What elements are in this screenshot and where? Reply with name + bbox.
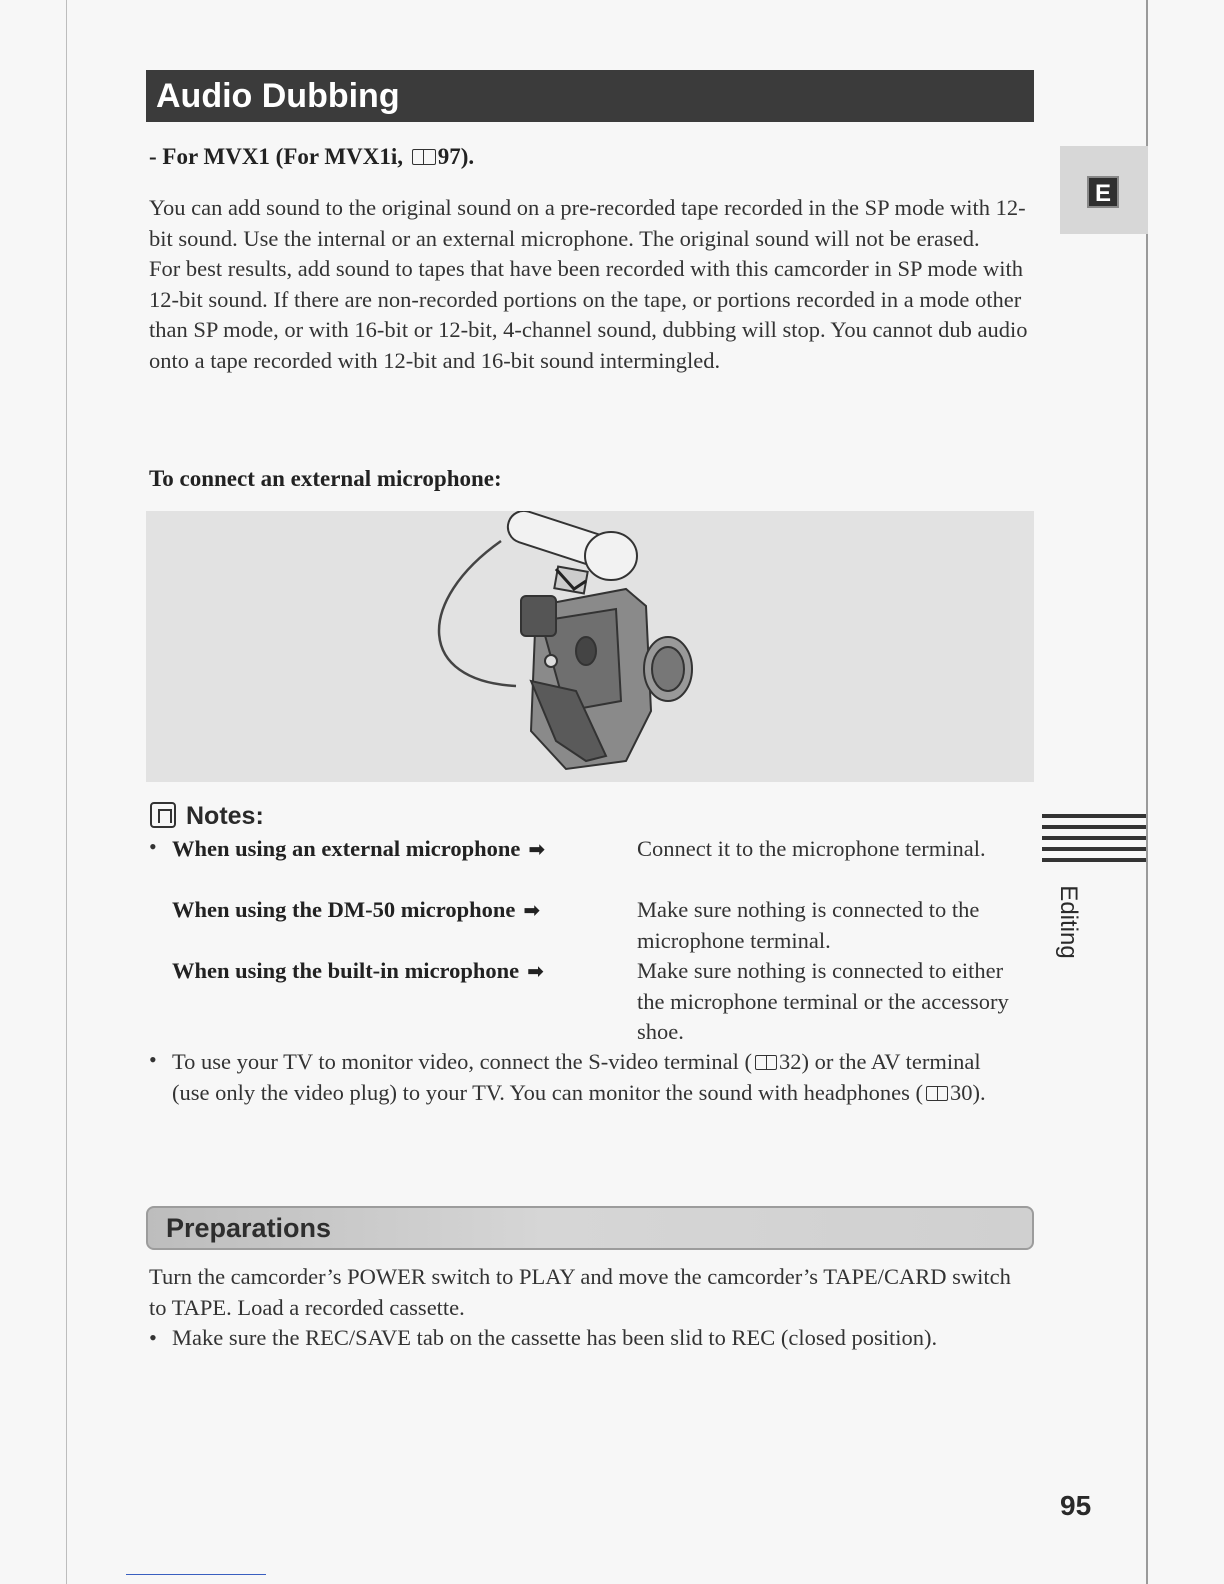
model-subheading <box>149 144 474 170</box>
note-label: When using the DM-50 microphone <box>172 897 516 922</box>
preparations-text <box>149 1262 1029 1354</box>
book-icon <box>926 1086 948 1101</box>
camcorder-icon <box>521 589 692 769</box>
preparations-heading: Preparations <box>146 1206 1034 1250</box>
microphone-illustration <box>146 511 1034 782</box>
preparations-bullet <box>149 1323 1029 1354</box>
preparations-bullet-text: Make sure the REC/SAVE tab on the cassette has been slid to REC (closed position). <box>172 1325 938 1351</box>
bullet-icon: • <box>149 1047 157 1072</box>
arrow-right-icon: ➡ <box>527 959 544 983</box>
external-microphone-icon <box>504 511 637 593</box>
note-text: Make sure nothing is connected to either the microphone terminal or the accessory shoe. <box>637 958 1009 1045</box>
page-right-border <box>1146 0 1148 1584</box>
subheading-text: - For MVX1 (For MVX1i, <box>149 144 409 169</box>
page-number: 95 <box>1060 1490 1092 1521</box>
subheading-page-ref: 97). <box>437 144 475 169</box>
bullet-icon: • <box>149 1325 157 1351</box>
microphone-cable <box>439 541 516 686</box>
bullet-icon: • <box>149 834 157 859</box>
notes-icon <box>150 802 176 828</box>
notes-heading-text: Notes: <box>186 802 264 830</box>
preparations-paragraph: Turn the camcorder’s POWER switch to PLAY and move the camcorder’s TAPE/CARD switch to TAPE. Load a recorded cassette. <box>149 1264 1011 1320</box>
section-marker-bars <box>1042 814 1146 869</box>
intro-text <box>149 193 1039 377</box>
bottom-link-underline <box>126 1574 266 1575</box>
note-label: When using an external microphone <box>172 836 521 861</box>
tv-note-ref1: 32) or the AV terminal (use only the video plug) to your TV. You can monitor the sound with headphones ( <box>172 1049 981 1105</box>
book-icon <box>755 1055 777 1070</box>
section-title: Audio Dubbing <box>146 70 1034 122</box>
tv-note-ref2: 30). <box>949 1079 986 1105</box>
arrow-right-icon: ➡ <box>528 837 546 861</box>
camcorder-with-microphone-drawing <box>146 511 1034 782</box>
tv-note-part1: To use your TV to monitor video, connect the S-video terminal ( <box>172 1049 752 1074</box>
connect-heading: To connect an external microphone: <box>149 466 502 491</box>
book-icon <box>412 149 436 165</box>
chapter-letter: E <box>1087 176 1119 208</box>
note-text: Connect it to the microphone terminal. <box>637 836 986 861</box>
note-label: When using the built-in microphone <box>172 958 520 983</box>
note-text: Make sure nothing is connected to the microphone terminal. <box>637 897 980 953</box>
intro-paragraph-2: For best results, add sound to tapes that have been recorded with this camcorder in SP mode with 12-bit sound. If there are non-recorded portions on the tape, or portions recorded in a mode other than SP mode, or with 16-bit or 12-bit, 4-channel sound, dubbing will stop. You cannot dub audio onto a tape recorded with 12-bit and 16-bit sound intermingled. <box>149 256 1028 373</box>
tv-monitor-note <box>172 1047 1022 1108</box>
intro-paragraph-1: You can add sound to the original sound on a pre-recorded tape recorded in the SP mode with 12-bit sound. Use the internal or an external microphone. The original sound will not be erased. <box>149 195 1026 251</box>
section-label: Editing <box>1055 885 1082 959</box>
arrow-right-icon: ➡ <box>523 898 541 922</box>
page-left-border <box>66 0 67 1584</box>
notes-heading <box>150 802 264 831</box>
